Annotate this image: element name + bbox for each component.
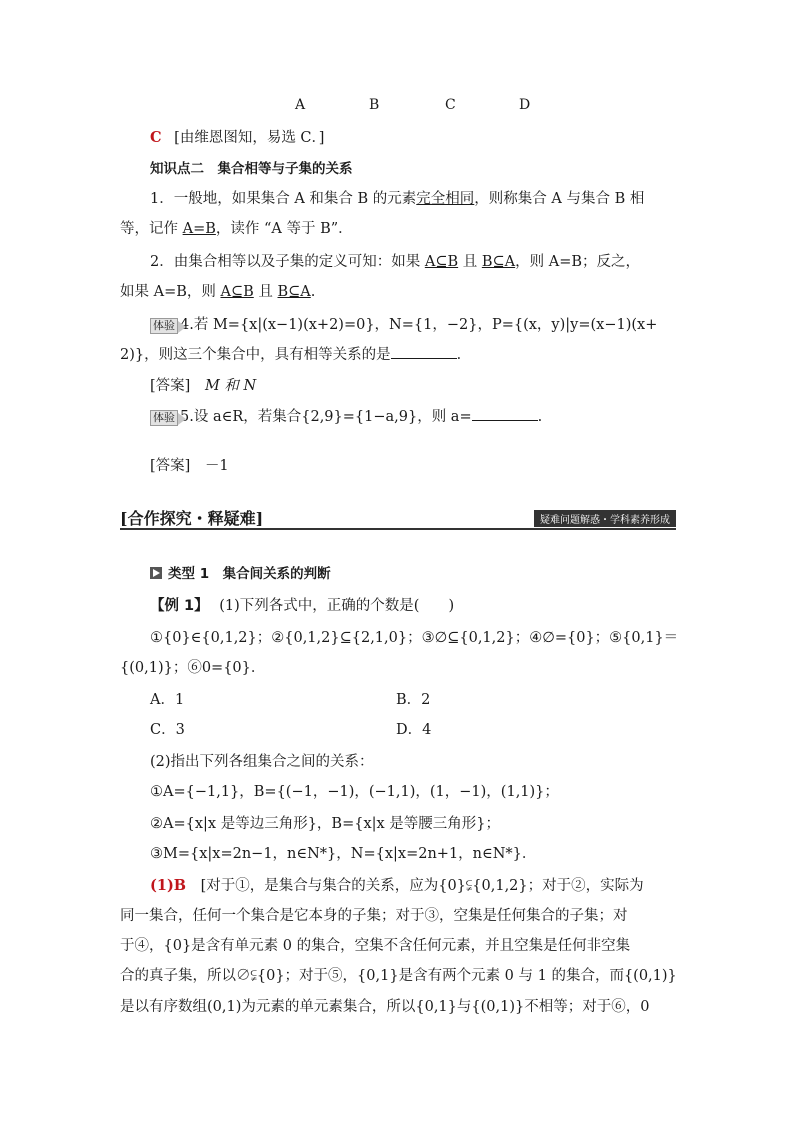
paragraph-1-line-1	[150, 187, 644, 208]
ex5-b: .	[537, 409, 543, 425]
solution-line-5: 是以有序数组(0,1)为元素的单元素集合，所以{0,1}与{(0,1)}不相等；对于⑥，0	[120, 999, 650, 1015]
ex4-a: 4.若 M={x|(x−1)(x+2)=0}，N={1，−2}，P={(x，y)|y=(x−1)(x+	[180, 317, 658, 333]
answer-3-line	[150, 126, 324, 147]
exercise-4-line-1	[150, 313, 657, 334]
exercise-4-answer	[150, 374, 256, 395]
solution-text-1: [对于①，是集合与集合的关系，应为{0}⫋{0,1,2}；对于②，实际为	[186, 878, 644, 894]
section-header	[120, 506, 676, 530]
answer-value: －1	[204, 458, 229, 474]
p2-c: 且	[458, 254, 482, 270]
p1-a: 1．一般地，如果集合 A 和集合 B 的元素	[150, 191, 417, 207]
example-q1: (1)下列各式中，正确的个数是( )	[219, 598, 455, 614]
solution-line-1	[150, 874, 644, 895]
ex4-c: ．	[456, 347, 472, 363]
answer-3-letter: C	[150, 129, 162, 146]
example-1-q2-2: ②A={x|x 是等边三角形}，B={x|x 是等腰三角形}；	[150, 816, 501, 832]
ex5-a: 5.设 a∈R，若集合{2,9}={1−a,9}，则 a=	[180, 409, 472, 425]
example-1-q1	[150, 594, 454, 615]
answer-3-text: [由维恩图知，易选 C．]	[174, 130, 325, 146]
example-1-items-a: ①{0}∈{0,1,2}；②{0,1,2}⊆{2,1,0}；③∅⊆{0,1,2}；④∅={0}；⑤{0,1}＝	[150, 630, 679, 646]
example-label: 【例 1】	[150, 598, 209, 614]
solution-label: (1)B	[150, 877, 187, 894]
p2-h: 且	[253, 284, 278, 300]
answer-blank	[472, 408, 538, 421]
choice-d: D．4	[396, 722, 432, 738]
p2-j: .	[310, 284, 316, 300]
ex4-b: 2)}，则这三个集合中，具有相等关系的是	[120, 347, 391, 363]
solution-line-4: 合的真子集，所以∅⫋{0}；对于⑤，{0,1}是含有两个元素 0 与 1 的集合，而{(0,1)}	[120, 968, 677, 984]
p1-c: ，则称集合 A 与集合 B 相	[474, 191, 645, 207]
p1-underlined: 完全相同	[416, 191, 475, 207]
tiyan-badge: 体验	[150, 410, 178, 426]
p2-e: ，则 A=B；反之，	[515, 254, 641, 270]
answer-label: [答案]	[150, 458, 191, 474]
option-label-a: A	[295, 97, 306, 113]
answer-blank	[391, 346, 457, 359]
example-1-q2-3: ③M={x|x=2n−1，n∈N*}，N={x|x=2n+1，n∈N*}．	[150, 846, 537, 862]
choice-a: A．1	[150, 692, 185, 708]
option-label-b: B	[369, 97, 380, 113]
answer-label: [答案]	[150, 378, 191, 394]
section-title: [合作探究・释疑难]	[120, 509, 264, 528]
paragraph-2-line-1	[150, 250, 640, 271]
p2-u1: A⊆B	[424, 254, 459, 270]
choice-c: C．3	[150, 722, 185, 738]
p2-u4: B⊆A	[277, 284, 311, 300]
example-1-q2: (2)指出下列各组集合之间的关系：	[150, 754, 374, 770]
option-label-d: D	[519, 97, 531, 113]
example-1-items-b: {(0,1)}；⑥0={0}．	[120, 660, 266, 676]
p2-f: 如果 A=B，则	[120, 284, 221, 300]
choice-b: B．2	[396, 692, 431, 708]
p2-a: 2．由集合相等以及子集的定义可知：如果	[150, 254, 425, 270]
option-label-c: C	[445, 97, 456, 113]
paragraph-2-line-2	[120, 280, 315, 301]
type-1-title	[150, 562, 331, 582]
exercise-5-answer	[150, 454, 229, 475]
p2-u2: B⊆A	[481, 254, 516, 270]
p2-u3: A⊆B	[220, 284, 254, 300]
p1-d: 等，记作	[120, 221, 183, 237]
solution-line-2: 同一集合，任何一个集合是它本身的子集；对于③，空集是任何集合的子集；对	[120, 908, 628, 924]
example-1-q2-1: ①A={−1,1}，B={(−1，−1)，(−1,1)，(1，−1)，(1,1)}；	[150, 784, 559, 800]
p1-f: ，读作 “A 等于 B”．	[215, 221, 353, 237]
exercise-5-line	[150, 405, 542, 426]
type-1-text: 类型 1 集合间关系的判断	[168, 566, 331, 582]
p1-underlined-eq: A=B	[182, 221, 216, 237]
section-tag: 疑难问题解惑・学科素养形成	[534, 510, 676, 527]
solution-line-3: 于④，{0}是含有单元素 0 的集合，空集不含任何元素，并且空集是任何非空集	[120, 938, 631, 954]
paragraph-1-line-2	[120, 217, 353, 238]
answer-value: M 和 N	[204, 378, 257, 394]
tiyan-badge: 体验	[150, 318, 178, 334]
knowledge-point-title: 知识点二 集合相等与子集的关系	[150, 161, 353, 177]
exercise-4-line-2	[120, 343, 471, 364]
play-triangle-icon	[150, 567, 162, 579]
